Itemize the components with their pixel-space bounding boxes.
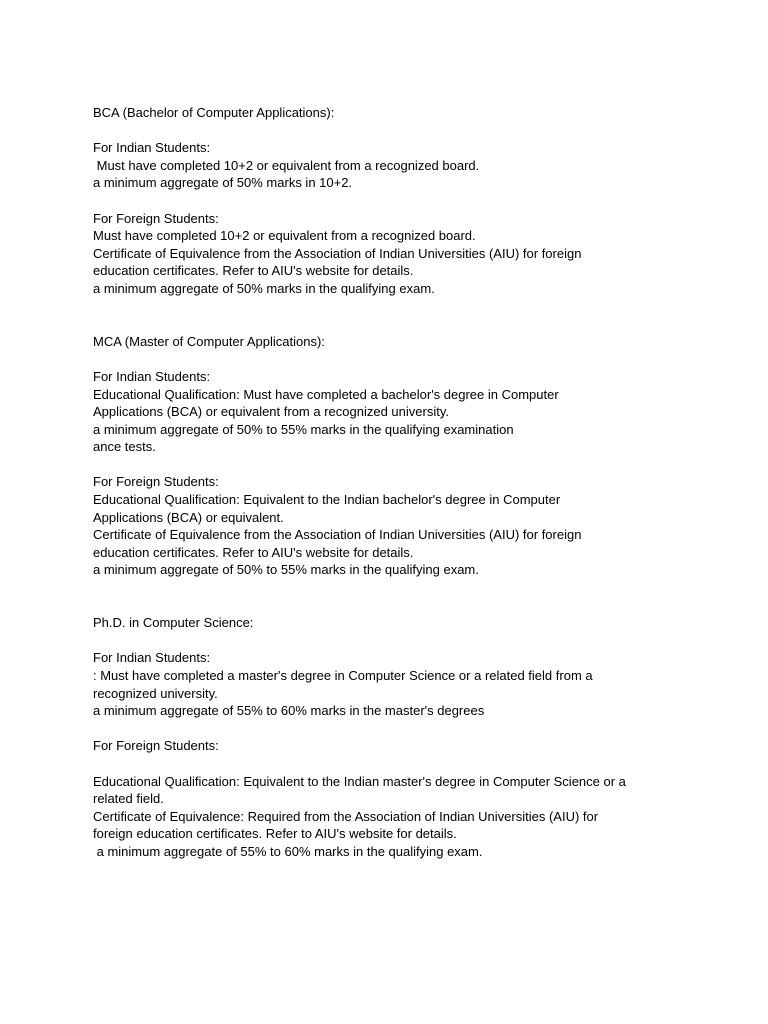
section-heading: MCA (Master of Computer Applications): [93,333,325,349]
section-phd [93,614,733,860]
subsection-heading: For Foreign Students: [93,210,219,226]
requirement-line: a minimum aggregate of 50% to 55% marks in the qualifying examination [93,421,514,437]
section-heading: Ph.D. in Computer Science: [93,615,254,631]
requirement-line: a minimum aggregate of 50% marks in the qualifying exam. [93,280,435,296]
subsection-heading: For Indian Students: [93,368,211,384]
requirement-line: Must have completed 10+2 or equivalent from a recognized board. [93,157,480,173]
requirement-line: Educational Qualification: Equivalent to the Indian master's degree in Computer Science or a [93,773,626,789]
requirement-line: : Must have completed a master's degree in Computer Science or a related field from a [93,668,593,683]
subsection-heading: For Foreign Students: [93,474,219,490]
requirement-line: related field. [93,791,164,807]
requirement-line: Certificate of Equivalence from the Association of Indian Universities (AIU) for foreign [93,527,582,543]
requirement-line: Applications (BCA) or equivalent from a recognized university. [93,404,449,420]
requirement-line: foreign education certificates. Refer to AIU's website for details. [93,826,457,842]
requirement-line: education certificates. Refer to AIU's website for details. [93,544,414,560]
requirement-line: ance tests. [93,439,156,455]
requirement-line: Must have completed 10+2 or equivalent from a recognized board. [93,228,476,244]
requirement-line: a minimum aggregate of 55% to 60% marks in the qualifying exam. [93,843,483,859]
subsection-heading: For Foreign Students: [93,738,219,754]
requirement-line: Educational Qualification: Equivalent to the Indian bachelor's degree in Computer [93,492,561,508]
requirement-line: a minimum aggregate of 50% to 55% marks in the qualifying exam. [93,562,479,578]
document-body [93,104,733,861]
subsection-heading: For Indian Students: [93,140,211,156]
section-mca [93,333,733,579]
requirement-line: a minimum aggregate of 55% to 60% marks in the master's degrees [93,703,485,719]
requirement-line: education certificates. Refer to AIU's website for details. [93,263,414,279]
requirement-line: Certificate of Equivalence from the Association of Indian Universities (AIU) for foreign [93,245,582,261]
section-heading: BCA (Bachelor of Computer Applications): [93,105,335,120]
requirement-line: Educational Qualification: Must have completed a bachelor's degree in Computer [93,386,559,402]
subsection-heading: For Indian Students: [93,650,211,666]
requirement-line: Certificate of Equivalence: Required from the Association of Indian Universities (AIU) for [93,808,599,824]
requirement-line: a minimum aggregate of 50% marks in 10+2. [93,175,353,191]
requirement-line: recognized university. [93,685,218,701]
section-bca [93,104,733,298]
requirement-line: Applications (BCA) or equivalent. [93,509,284,525]
